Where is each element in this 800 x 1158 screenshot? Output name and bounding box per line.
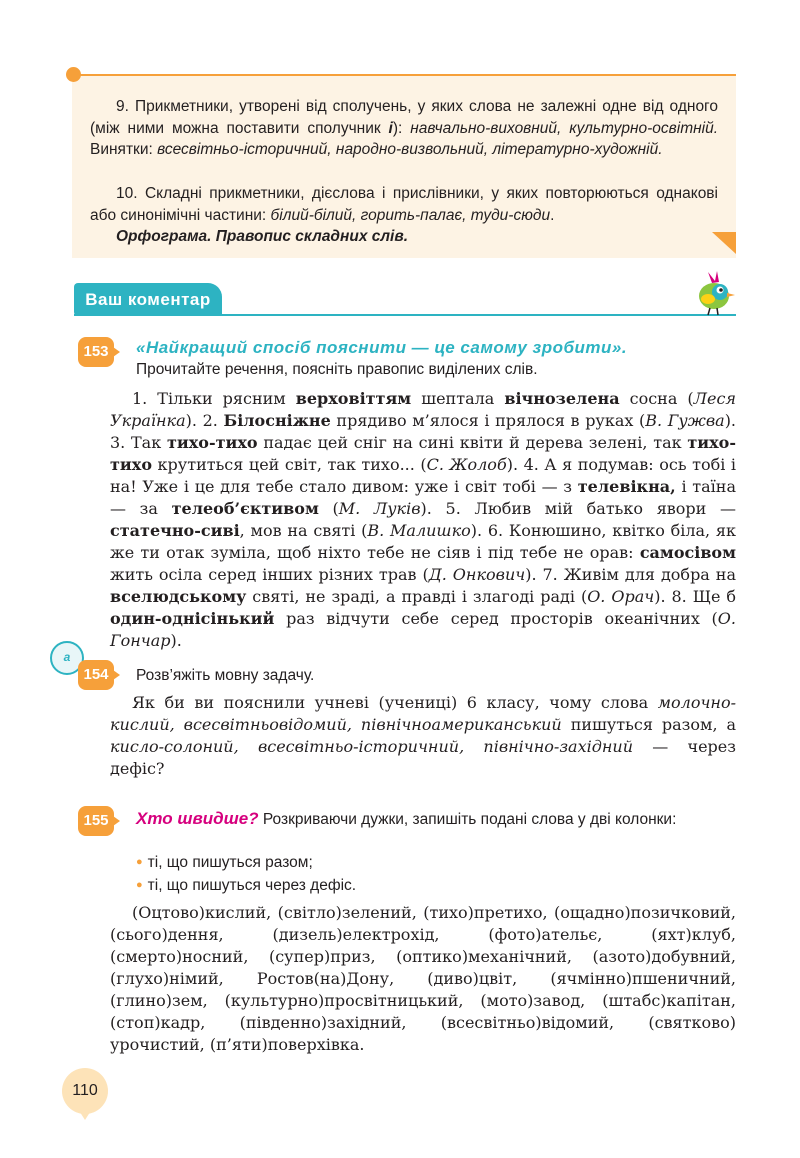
list-item: ● ті, що пишуться через дефіс. — [136, 875, 356, 898]
task-154-instruction: Розв’яжіть мовну задачу. — [136, 667, 315, 684]
bird-icon — [690, 266, 738, 316]
task-155-badge: 155 — [78, 806, 114, 836]
comment-header: Ваш коментар — [74, 283, 222, 316]
task-153-instruction: Прочитайте речення, поясніть правопис виділених слів. — [136, 361, 538, 378]
task-153-badge: 153 — [78, 337, 114, 367]
rule-paragraph-9: 9. Прикметники, утворені від сполучень, у яких слова не залежні одне від одного (між ними можна поставити сполучник і): навчально-виховний, культурно-освітній. Винятки: всесвітньо-історичний, народно-визвольний, літературно-художній. — [90, 98, 719, 158]
comment-header-line — [74, 314, 736, 316]
list-item: ● ті, що пишуться разом; — [136, 852, 356, 875]
page-number: 110 — [62, 1068, 108, 1114]
task-154-badge: 154 — [78, 660, 114, 690]
task-153-text: 1. Тільки рясним верховіттям шептала вічнозелена сосна (Леся Українка). 2. Білосніжне прядиво м’ялося і прялося в руках (В. Гужва). 3. Так тихо-тихо падає цей сніг на сині квіти й дерева зелені, так тихо-тихо крутиться цей світ, так тихо... (С. Жолоб). 4. А я подумав: ось тобі і на! Уже і це для тебе стало дивом: уже і світ тобі — з телевікна, і таїна — за телеоб’єктивом (М. Луків). 5. Любив мій батько явори — статечно-сиві, мов на святі (В. Малишко). 6. Конюшино, квітко біла, як же ти отак зуміла, щоб ніхто тебе не сіяв і під тебе не орав: самосівом жить осіла серед інших різних трав (Д. Онкович). 7. Живім для добра на вселюдському святі, не зраді, а правді і злагоді раді (О. Орач). 8. Ще б один-однісінький раз відчути себе серед просторів океанічних (О. Гончар). — [110, 389, 737, 650]
rule-box-top-line — [72, 74, 736, 76]
orthogram-label: Орфограма. Правопис складних слів. — [116, 228, 409, 245]
task-155-heading: Хто швидше? Розкриваючи дужки, запишіть подані слова у дві колонки: — [136, 809, 677, 828]
task-155-bullets — [136, 852, 356, 898]
hint-icon: a — [50, 641, 84, 675]
task-153-title: «Найкращий спосіб пояснити — це самому зробити». — [136, 338, 628, 357]
task-155-words: (Оцтово)кислий, (світло)зелений, (тихо)претихо, (ощадно)позичковий, (сього)дення, (дизель)електрохід, (фото)ательє, (яхт)клуб, (смерто)носний, (супер)приз, (оптико)механічний, (азото)добувний, (глухо)німий, Ростов(на)Дону, (диво)цвіт, (ячмінно)пшеничний, (глино)зем, (культурно)просвітницький, (мото)завод, (штабс)капітан, (стоп)кадр, (південно)західний, (всесвітньо)відомий, (святково) урочистий, (п’яти)поверхівка. — [110, 903, 736, 1054]
task-155-title: Хто швидше? — [136, 809, 259, 828]
task-154-text: Як би ви пояснили учневі (учениці) 6 класу, чому слова молочно-кислий, всесвітньовідомий, північноамериканський пишуться разом, а кисло-солоний, всесвітньо-історичний, північно-західний — через дефіс? — [110, 693, 737, 778]
rule-paragraph-10: 10. Складні прикметники, дієслова і прислівники, у яких повторюються однакові або синонімічні частини: білий-білий, горить-палає, туди-сюди. — [90, 185, 718, 224]
rule-box-dot — [66, 67, 81, 82]
